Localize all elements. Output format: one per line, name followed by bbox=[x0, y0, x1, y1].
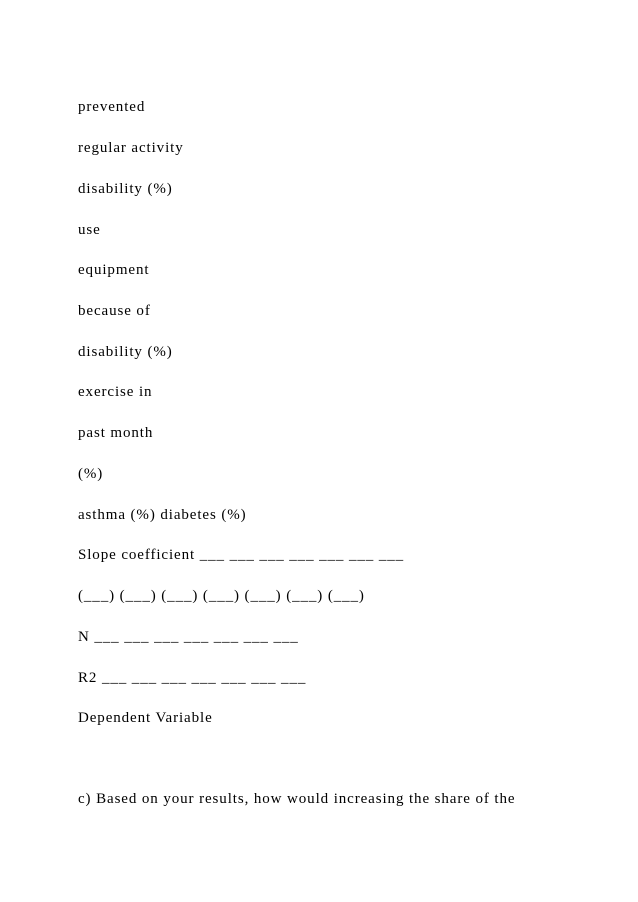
text-line-asthma-diabetes: asthma (%) diabetes (%) bbox=[78, 507, 247, 523]
text-line-r2: R2 ___ ___ ___ ___ ___ ___ ___ bbox=[78, 670, 307, 686]
text-line-regular-activity: regular activity bbox=[78, 140, 184, 156]
text-line-n: N ___ ___ ___ ___ ___ ___ ___ bbox=[78, 629, 299, 645]
text-line-disability-1: disability (%) bbox=[78, 181, 173, 197]
text-line-dependent-variable: Dependent Variable bbox=[78, 710, 213, 726]
text-line-use: use bbox=[78, 222, 101, 238]
text-line-because-of: because of bbox=[78, 303, 151, 319]
text-line-percent: (%) bbox=[78, 466, 104, 482]
text-line-standard-errors: (___) (___) (___) (___) (___) (___) (___) bbox=[78, 588, 365, 604]
text-line-slope-coefficient: Slope coefficient ___ ___ ___ ___ ___ ___ ___ bbox=[78, 547, 405, 563]
text-line-disability-2: disability (%) bbox=[78, 344, 173, 360]
text-line-prevented: prevented bbox=[78, 99, 146, 115]
text-line-question-c: c) Based on your results, how would increasing the share of the bbox=[78, 791, 516, 807]
text-line-exercise-in: exercise in bbox=[78, 384, 153, 400]
text-line-equipment: equipment bbox=[78, 262, 150, 278]
text-line-past-month: past month bbox=[78, 425, 154, 441]
